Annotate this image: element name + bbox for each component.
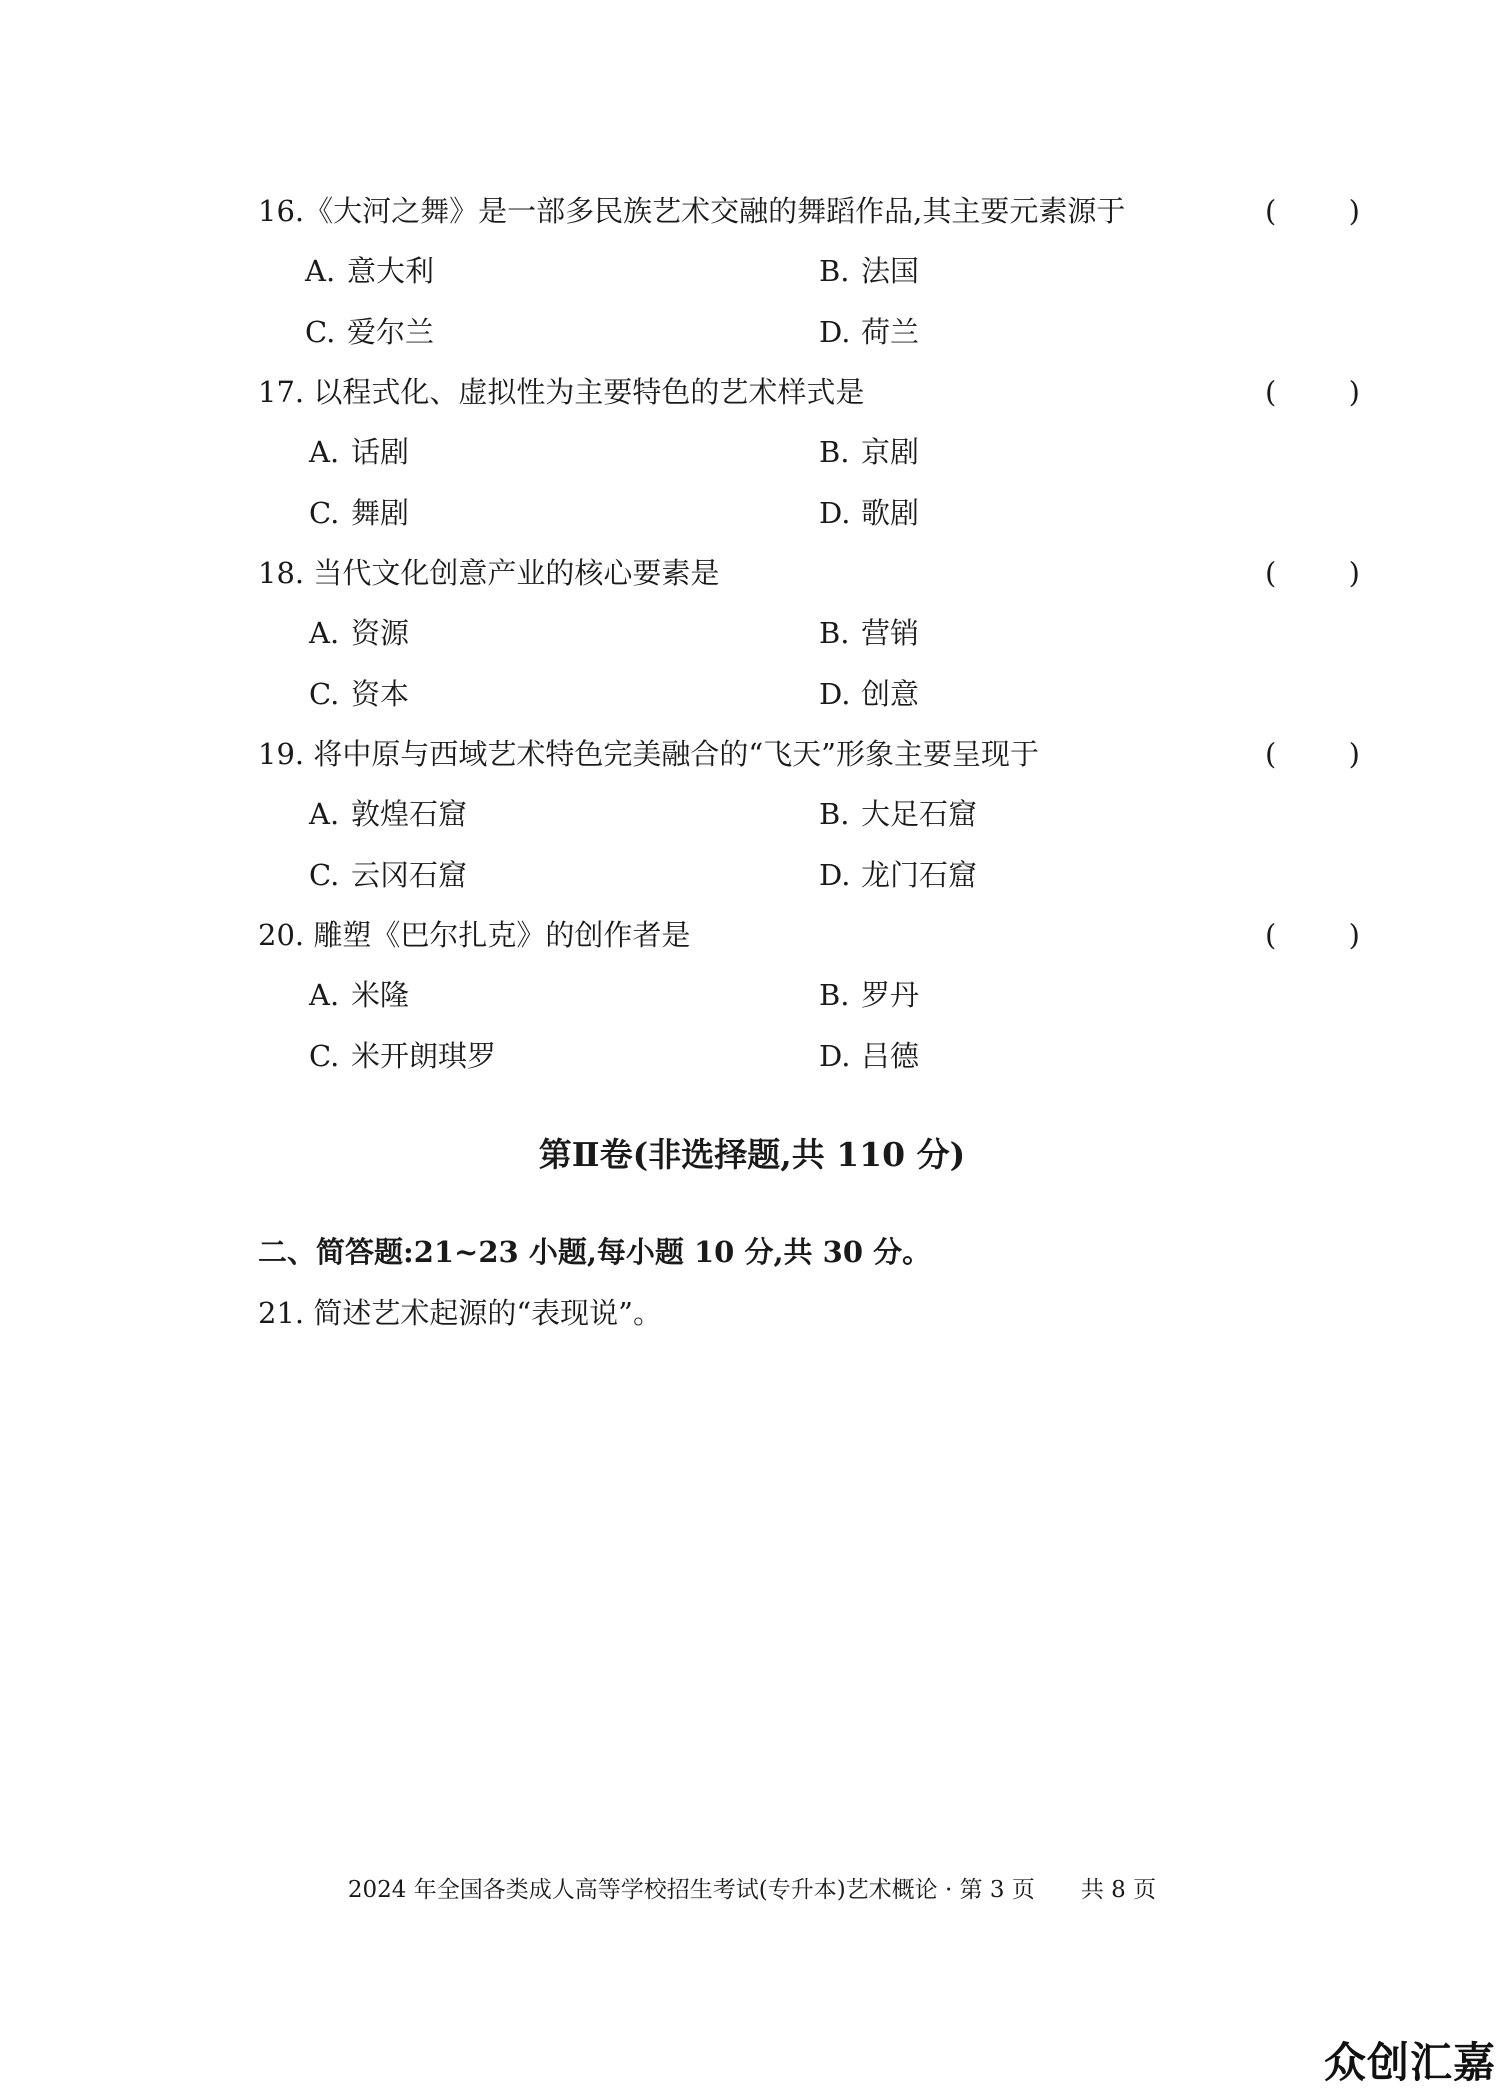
option-18-b <box>819 613 919 653</box>
question-18-stem: 18. 当代文化创意产业的核心要素是 <box>258 556 720 590</box>
option-19-a <box>309 794 467 834</box>
section-title: 第Ⅱ卷(非选择题,共 110 分) <box>538 1135 966 1174</box>
blank-close-paren: ) <box>1348 194 1360 228</box>
option-text: 荷兰 <box>861 315 920 349</box>
option-letter: A. <box>309 435 340 469</box>
option-17-b <box>819 432 919 472</box>
question-16-stem: 16.《大河之舞》是一部多民族艺术交融的舞蹈作品,其主要元素源于 <box>258 194 1126 228</box>
option-16-c <box>305 312 434 352</box>
option-letter: D. <box>819 677 851 711</box>
option-16-a <box>305 251 434 291</box>
option-text: 米开朗琪罗 <box>351 1039 497 1073</box>
option-19-d <box>819 855 977 895</box>
option-20-c <box>309 1036 496 1076</box>
option-17-d <box>819 493 919 533</box>
option-18-c <box>309 674 409 714</box>
option-19-b <box>819 794 977 834</box>
option-letter: B. <box>819 978 850 1012</box>
option-letter: C. <box>309 1039 340 1073</box>
blank-open-paren: ( <box>1265 556 1277 590</box>
option-letter: A. <box>305 254 336 288</box>
option-text: 资源 <box>351 616 410 650</box>
option-18-a <box>309 613 409 653</box>
blank-open-paren: ( <box>1265 194 1277 228</box>
part-header: 二、简答题:21~23 小题,每小题 10 分,共 30 分。 <box>258 1235 932 1269</box>
blank-close-paren: ) <box>1348 556 1360 590</box>
option-19-c <box>309 855 467 895</box>
answer-blank-17 <box>1265 372 1360 412</box>
option-letter: B. <box>819 797 850 831</box>
answer-blank-18 <box>1265 553 1360 593</box>
option-17-c <box>309 493 409 533</box>
blank-open-paren: ( <box>1265 737 1277 771</box>
question-21-stem: 21. 简述艺术起源的“表现说”。 <box>258 1296 662 1330</box>
blank-open-paren: ( <box>1265 375 1277 409</box>
option-text: 龙门石窟 <box>861 858 978 892</box>
option-text: 敦煌石窟 <box>351 797 468 831</box>
option-letter: C. <box>309 858 340 892</box>
question-20-stem: 20. 雕塑《巴尔扎克》的创作者是 <box>258 918 691 952</box>
option-20-b <box>819 975 919 1015</box>
option-letter: D. <box>819 858 851 892</box>
option-text: 京剧 <box>861 435 920 469</box>
option-16-d <box>819 312 919 352</box>
answer-blank-19 <box>1265 734 1360 774</box>
blank-open-paren: ( <box>1265 918 1277 952</box>
answer-blank-16 <box>1265 191 1360 231</box>
option-letter: B. <box>819 254 850 288</box>
option-20-a <box>309 975 409 1015</box>
option-text: 法国 <box>861 254 920 288</box>
option-text: 吕德 <box>861 1039 920 1073</box>
option-18-d <box>819 674 919 714</box>
option-letter: A. <box>309 978 340 1012</box>
option-text: 意大利 <box>347 254 435 288</box>
option-16-b <box>819 251 919 291</box>
option-letter: B. <box>819 435 850 469</box>
option-letter: A. <box>309 616 340 650</box>
option-letter: D. <box>819 1039 851 1073</box>
option-text: 话剧 <box>351 435 410 469</box>
option-text: 罗丹 <box>861 978 920 1012</box>
question-19-stem: 19. 将中原与西域艺术特色完美融合的“飞天”形象主要呈现于 <box>258 737 1039 771</box>
option-letter: D. <box>819 315 851 349</box>
blank-close-paren: ) <box>1348 918 1360 952</box>
answer-blank-20 <box>1265 915 1360 955</box>
question-17-stem: 17. 以程式化、虚拟性为主要特色的艺术样式是 <box>258 375 865 409</box>
blank-close-paren: ) <box>1348 737 1360 771</box>
option-letter: B. <box>819 616 850 650</box>
option-text: 大足石窟 <box>861 797 978 831</box>
option-text: 爱尔兰 <box>347 315 435 349</box>
option-text: 创意 <box>861 677 920 711</box>
watermark-logo: 众创汇嘉 <box>1323 2038 1496 2087</box>
option-text: 舞剧 <box>351 496 410 530</box>
option-text: 云冈石窟 <box>351 858 468 892</box>
option-text: 资本 <box>351 677 410 711</box>
page-footer: 2024 年全国各类成人高等学校招生考试(专升本)艺术概论 · 第 3 页 共 8 页 <box>347 1877 1157 1903</box>
option-20-d <box>819 1036 919 1076</box>
option-text: 营销 <box>861 616 920 650</box>
option-letter: A. <box>309 797 340 831</box>
option-letter: C. <box>305 315 336 349</box>
option-17-a <box>309 432 409 472</box>
option-letter: C. <box>309 677 340 711</box>
option-text: 米隆 <box>351 978 410 1012</box>
blank-close-paren: ) <box>1348 375 1360 409</box>
option-text: 歌剧 <box>861 496 920 530</box>
option-letter: C. <box>309 496 340 530</box>
option-letter: D. <box>819 496 851 530</box>
